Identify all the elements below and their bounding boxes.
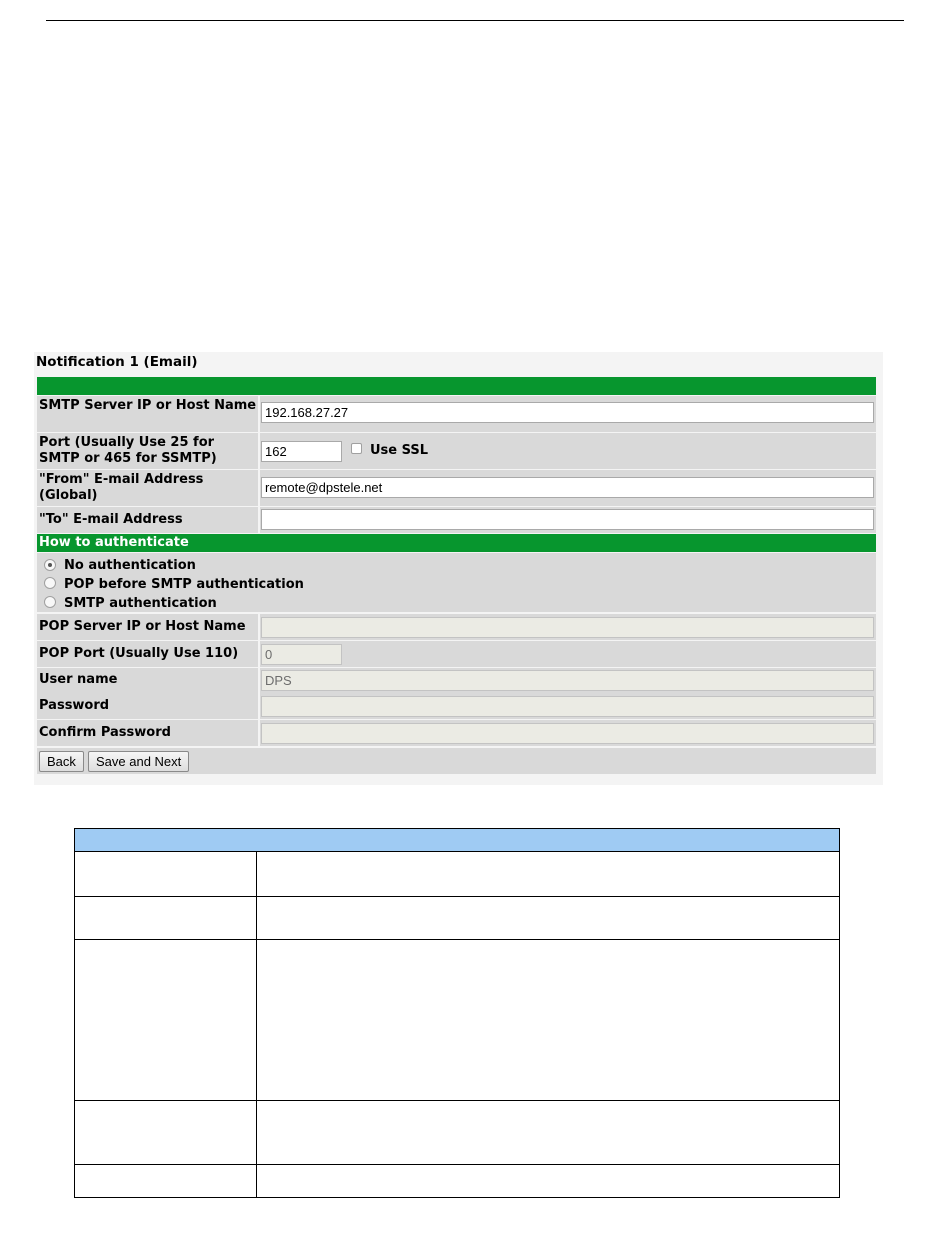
pop-port-label: POP Port (Usually Use 110) (39, 646, 239, 661)
to-email-input[interactable] (261, 509, 874, 530)
no-auth-radio[interactable] (44, 559, 56, 571)
pop-server-label: POP Server IP or Host Name (39, 619, 246, 634)
port-label: Port (Usually Use 25 for SMTP or 465 for SSMTP) (39, 435, 217, 466)
to-email-label: "To" E-mail Address (39, 512, 183, 527)
confirm-password-label: Confirm Password (39, 725, 171, 740)
description-table-header (75, 829, 839, 852)
auth-section-header: How to authenticate (37, 534, 876, 552)
from-email-label: "From" E-mail Address (Global) (39, 472, 204, 503)
username-label: User name (39, 672, 118, 687)
confirm-password-input[interactable] (261, 723, 874, 744)
smtp-auth-radio[interactable] (44, 596, 56, 608)
description-table (74, 828, 840, 1198)
use-ssl-label: Use SSL (370, 443, 429, 458)
pop-server-input[interactable] (261, 617, 874, 638)
pop-before-smtp-label: POP before SMTP authentication (64, 577, 304, 592)
no-auth-label: No authentication (64, 558, 196, 573)
table-row-divider (75, 1164, 839, 1165)
port-input[interactable] (261, 441, 342, 462)
form-title: Notification 1 (Email) (36, 354, 198, 370)
smtp-server-label: SMTP Server IP or Host Name (39, 398, 257, 413)
smtp-auth-label: SMTP authentication (64, 596, 217, 611)
smtp-server-input[interactable] (261, 402, 874, 423)
back-button[interactable]: Back (39, 751, 84, 772)
table-row-divider (75, 896, 839, 897)
password-label: Password (39, 698, 110, 713)
save-and-next-button[interactable]: Save and Next (88, 751, 189, 772)
username-input[interactable] (261, 670, 874, 691)
page-top-rule (46, 20, 904, 21)
from-email-input[interactable] (261, 477, 874, 498)
table-row-divider (75, 1100, 839, 1101)
table-row-divider (75, 939, 839, 940)
pop-port-input[interactable] (261, 644, 342, 665)
pop-before-smtp-radio[interactable] (44, 577, 56, 589)
use-ssl-checkbox[interactable] (351, 443, 362, 454)
form-header-bar (37, 377, 876, 395)
password-input[interactable] (261, 696, 874, 717)
